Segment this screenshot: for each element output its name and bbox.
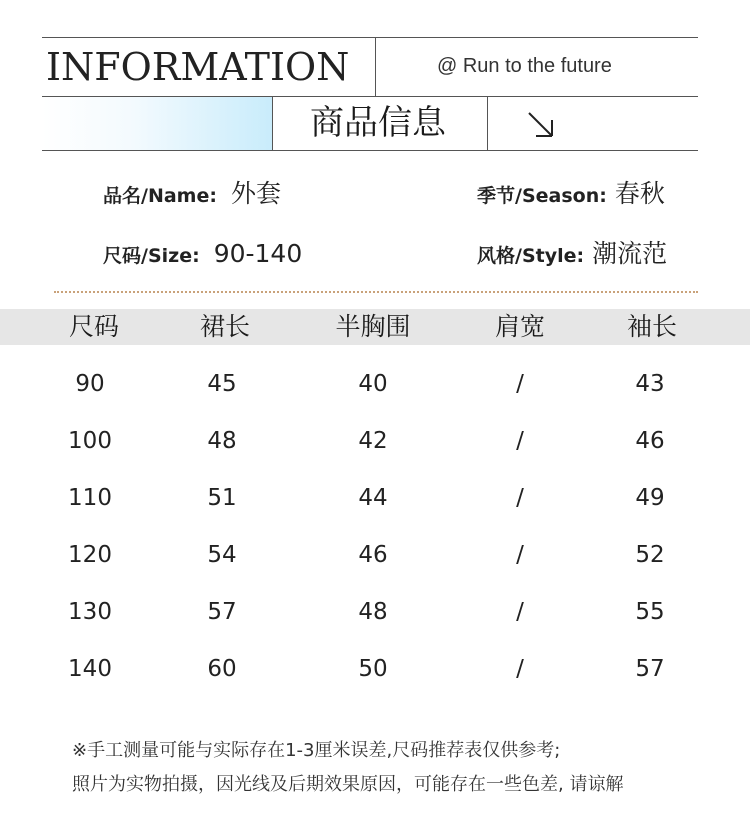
table-cell: 55 — [635, 599, 665, 625]
disclaimer-line-1: ※手工测量可能与实际存在1-3厘米误差,尺码推荐表仅供参考; — [72, 740, 561, 761]
col-header-length: 裙长 — [199, 312, 250, 341]
table-cell: / — [516, 371, 524, 397]
table-cell: 49 — [635, 485, 665, 511]
table-cell: / — [516, 656, 524, 682]
col-header-size: 尺码 — [68, 312, 119, 341]
name-label: 品名/Name: — [103, 185, 217, 207]
info-style-row — [477, 239, 667, 272]
table-cell: 130 — [68, 599, 112, 625]
table-cell: 48 — [358, 599, 388, 625]
table-cell: 57 — [635, 656, 665, 682]
dotted-divider — [54, 291, 698, 293]
table-cell: 90 — [75, 371, 105, 397]
table-cell: / — [516, 485, 524, 511]
table-cell: 52 — [635, 542, 665, 568]
table-cell: 60 — [207, 656, 237, 682]
tagline: @ Run to the future — [437, 55, 612, 77]
table-cell: 50 — [358, 656, 388, 682]
style-value: 潮流范 — [592, 239, 668, 268]
section-subtitle: 商品信息 — [310, 103, 446, 143]
table-cell: 51 — [207, 485, 237, 511]
size-value: 90-140 — [213, 239, 303, 268]
table-cell: 48 — [207, 428, 237, 454]
style-label: 风格/Style: — [477, 245, 585, 267]
table-cell: 44 — [358, 485, 388, 511]
header-top-rule — [42, 37, 698, 38]
season-value: 春秋 — [614, 179, 665, 208]
header-divider-2 — [272, 96, 273, 150]
name-value: 外套 — [230, 179, 281, 208]
disclaimer-line-2: 照片为实物拍摄，因光线及后期效果原因，可能存在一些色差, 请谅解 — [72, 774, 624, 795]
table-cell: 110 — [68, 485, 112, 511]
table-cell: 45 — [207, 371, 237, 397]
col-header-sleeve: 袖长 — [626, 312, 677, 341]
col-header-chest: 半胸围 — [335, 312, 411, 341]
table-cell: 46 — [358, 542, 388, 568]
table-cell: 54 — [207, 542, 237, 568]
table-cell: 140 — [68, 656, 112, 682]
season-label: 季节/Season: — [477, 185, 607, 207]
arrow-down-right-icon — [526, 110, 556, 140]
info-size-row — [103, 239, 302, 272]
table-cell: 42 — [358, 428, 388, 454]
table-cell: 57 — [207, 599, 237, 625]
info-season-row — [477, 179, 665, 212]
header-divider-3 — [487, 96, 488, 150]
table-cell: 43 — [635, 371, 665, 397]
table-cell: 100 — [68, 428, 112, 454]
gradient-accent-block — [42, 97, 272, 150]
table-cell: / — [516, 428, 524, 454]
size-label: 尺码/Size: — [103, 245, 200, 267]
header-bottom-rule — [42, 150, 698, 151]
header-divider-1 — [375, 37, 376, 96]
table-cell: / — [516, 599, 524, 625]
table-cell: / — [516, 542, 524, 568]
info-name-row — [103, 179, 281, 212]
table-cell: 46 — [635, 428, 665, 454]
page-title: INFORMATION — [46, 45, 350, 89]
table-cell: 40 — [358, 371, 388, 397]
col-header-shoulder: 肩宽 — [494, 312, 545, 341]
table-cell: 120 — [68, 542, 112, 568]
